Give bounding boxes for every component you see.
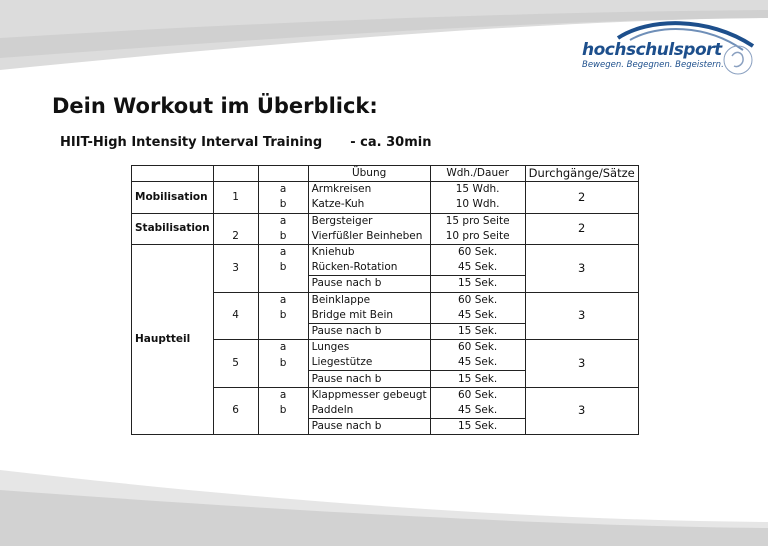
exercise-name: Armkreisen [308,182,430,198]
exercise-name: Liegestütze [308,355,430,371]
row-label: b [258,229,308,245]
exercise-name: Pause nach b [308,323,430,339]
logo-tagline: Bewegen. Begegnen. Begeistern. [582,60,724,70]
exercise-name: Beinklappe [308,292,430,308]
block-number: 2 [213,213,258,244]
exercise-reps: 60 Sek. [430,244,525,260]
row-label [258,323,308,339]
workout-table [131,165,639,435]
exercise-reps: 45 Sek. [430,355,525,371]
exercise-name: Rücken-Rotation [308,260,430,276]
exercise-reps: 15 Sek. [430,276,525,292]
exercise-reps: 15 Sek. [430,323,525,339]
table-row [132,182,639,198]
block-number: 6 [213,387,258,435]
header-empty-number [213,166,258,182]
exercise-reps: 10 Wdh. [430,197,525,213]
exercise-name: Pause nach b [308,419,430,435]
exercise-reps: 45 Sek. [430,260,525,276]
workout-duration: - ca. 30min [350,135,432,150]
row-label: b [258,403,308,419]
block-sets: 3 [525,387,638,435]
exercise-reps: 60 Sek. [430,387,525,403]
block-number: 5 [213,340,258,388]
block-sets: 2 [525,213,638,244]
exercise-name: Lunges [308,340,430,356]
exercise-reps: 15 Sek. [430,419,525,435]
exercise-name: Kniehub [308,244,430,260]
workout-type: HIIT-High Intensity Interval Training [60,135,323,150]
header-reps: Wdh./Dauer [430,166,525,182]
section-label: Mobilisation [132,182,214,213]
page-title: Dein Workout im Überblick: [52,94,378,118]
block-sets: 3 [525,244,638,292]
block-sets: 2 [525,182,638,213]
exercise-reps: 10 pro Seite [430,229,525,245]
row-label [258,419,308,435]
exercise-reps: 15 pro Seite [430,213,525,229]
row-label [258,276,308,292]
row-label: a [258,244,308,260]
exercise-reps: 15 Wdh. [430,182,525,198]
row-label: a [258,387,308,403]
exercise-reps: 15 Sek. [430,371,525,387]
exercise-name: Paddeln [308,403,430,419]
row-label: b [258,260,308,276]
row-label: b [258,355,308,371]
exercise-reps: 45 Sek. [430,403,525,419]
row-label: a [258,213,308,229]
row-label: b [258,197,308,213]
exercise-name: Pause nach b [308,276,430,292]
header-empty-label [258,166,308,182]
exercise-reps: 60 Sek. [430,340,525,356]
table-row [132,213,639,229]
exercise-name: Bergsteiger [308,213,430,229]
hochschulsport-logo [578,16,758,76]
block-sets: 3 [525,292,638,340]
header-empty-section [132,166,214,182]
header-exercise: Übung [308,166,430,182]
block-number: 1 [213,182,258,213]
logo-wordmark: hochschulsport [582,40,722,60]
section-label: Hauptteil [132,244,214,434]
exercise-name: Bridge mit Bein [308,308,430,324]
exercise-name: Klappmesser gebeugt [308,387,430,403]
table-row [132,244,639,260]
exercise-name: Pause nach b [308,371,430,387]
page-subtitle [60,135,431,150]
exercise-name: Vierfüßler Beinheben [308,229,430,245]
row-label: a [258,292,308,308]
section-label: Stabilisation [132,213,214,244]
row-label: a [258,182,308,198]
exercise-reps: 60 Sek. [430,292,525,308]
header-sets: Durchgänge/Sätze [525,166,638,182]
block-sets: 3 [525,340,638,388]
row-label [258,371,308,387]
row-label: b [258,308,308,324]
row-label: a [258,340,308,356]
block-number: 4 [213,292,258,340]
block-number: 3 [213,244,258,292]
table-header-row [132,166,639,182]
exercise-reps: 45 Sek. [430,308,525,324]
exercise-name: Katze-Kuh [308,197,430,213]
